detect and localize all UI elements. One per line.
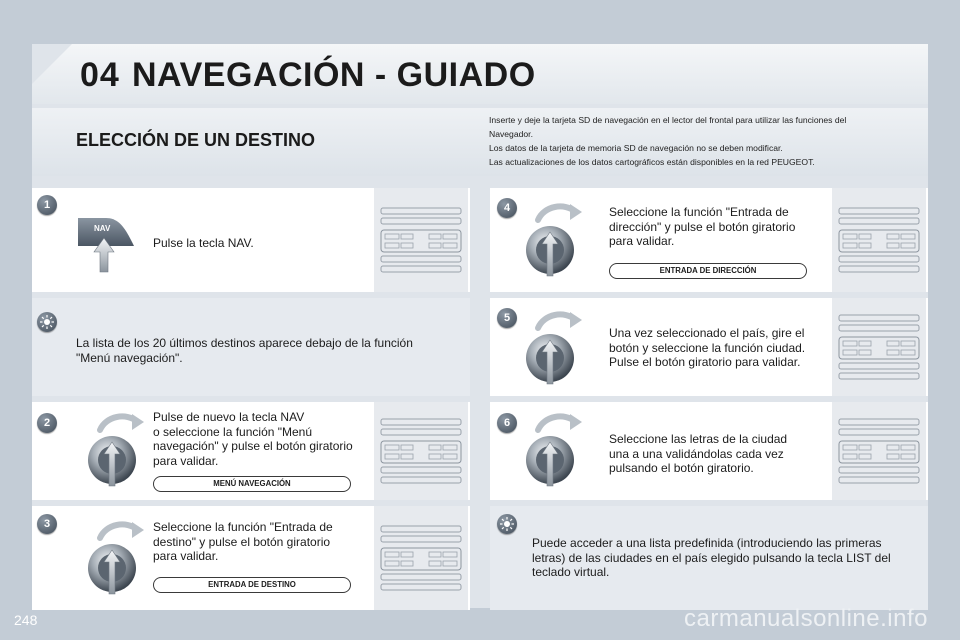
text-line: Puede acceder a una lista predefinida (introduciendo las primeras (532, 536, 882, 550)
radio-panel-icon (837, 305, 921, 389)
rotary-knob-icon (524, 198, 584, 278)
text-line: teclado virtual. (532, 565, 610, 579)
section-title: ELECCIÓN DE UN DESTINO (76, 130, 316, 150)
intro-line: Inserte y deje la tarjeta SD de navegación en el lector del frontal para utilizar las funciones del (489, 115, 847, 125)
step-4-text (609, 205, 795, 249)
text-line: Pulse de nuevo la tecla NAV (153, 410, 305, 424)
text-line: Seleccione la función "Entrada de (609, 205, 789, 219)
step-number-badge: 1 (37, 195, 57, 215)
sun-tip-icon (497, 514, 517, 534)
text-line: letras) de las ciudades en el país elegido pulsando la tecla LIST del (532, 550, 891, 565)
radio-panel-icon (379, 409, 463, 493)
radio-thumbnail (832, 402, 926, 500)
step-5-text (609, 326, 805, 370)
rotary-knob-icon (86, 408, 146, 488)
step-number-badge: 4 (497, 198, 517, 218)
radio-thumbnail (374, 402, 468, 500)
radio-panel-icon (837, 198, 921, 282)
page-number: 248 (14, 612, 38, 628)
tip-1-text (76, 336, 413, 365)
text-line: navegación" y pulse el botón giratorio (153, 439, 353, 453)
radio-thumbnail (374, 188, 468, 292)
text-line: Pulse el botón giratorio para validar. (609, 355, 801, 369)
text-line: una a una validándolas cada vez (609, 446, 784, 461)
menu-label-pill: ENTRADA DE DIRECCIÓN (609, 263, 807, 279)
text-line: para validar. (609, 234, 675, 248)
text-line: o seleccione la función "Menú (153, 424, 313, 439)
radio-panel-icon (379, 516, 463, 600)
step-1-text (153, 236, 254, 251)
text-line: Una vez seleccionado el país, gire el (609, 326, 805, 340)
watermark: carmanualsonline.info (684, 605, 928, 632)
text-line: destino" y pulse el botón giratorio (153, 534, 331, 549)
step-3-text (153, 520, 333, 564)
text-line: Seleccione las letras de la ciudad (609, 432, 788, 446)
sun-tip-icon (37, 312, 57, 332)
rotary-knob-icon (86, 516, 146, 596)
text-line: La lista de los 20 últimos destinos aparece debajo de la función (76, 336, 413, 350)
radio-thumbnail (832, 188, 926, 292)
text-line: dirección" y pulse el botón giratorio (609, 219, 796, 234)
menu-label-pill: MENÚ NAVEGACIÓN (153, 476, 351, 492)
step-number-badge: 5 (497, 308, 517, 328)
radio-thumbnail (832, 298, 926, 396)
radio-panel-icon (837, 409, 921, 493)
step-6-text (609, 432, 787, 476)
intro-line: Los datos de la tarjeta de memoria SD de navegación no se deben modificar. (489, 143, 783, 153)
menu-label-pill: ENTRADA DE DESTINO (153, 577, 351, 593)
rotary-knob-icon (524, 306, 584, 386)
intro-line: Navegador. (489, 129, 533, 139)
text-line: para validar. (153, 453, 219, 468)
text-line: Pulse la tecla NAV. (153, 236, 254, 250)
text-line: "Menú navegación". (76, 350, 183, 365)
radio-thumbnail (374, 506, 468, 610)
step-number-badge: 2 (37, 413, 57, 433)
rotary-knob-icon (524, 408, 584, 488)
step-number-badge: 6 (497, 413, 517, 433)
intro-line: Las actualizaciones de los datos cartográficos están disponibles en la red PEUGEOT. (489, 157, 815, 167)
tip-2-text (532, 536, 891, 580)
chapter-number: 04 (80, 56, 120, 94)
text-line: para validar. (153, 549, 219, 563)
nav-key-label: NAV (94, 224, 111, 233)
text-line: botón y seleccione la función ciudad. (609, 340, 806, 355)
nav-key-icon (76, 212, 136, 274)
step-number-badge: 3 (37, 514, 57, 534)
radio-panel-icon (379, 198, 463, 282)
text-line: pulsando el botón giratorio. (609, 461, 754, 475)
step-2-text (153, 410, 353, 468)
intro-text (489, 113, 914, 169)
page-title: NAVEGACIÓN - GUIADO (132, 56, 536, 94)
text-line: Seleccione la función "Entrada de (153, 520, 333, 534)
